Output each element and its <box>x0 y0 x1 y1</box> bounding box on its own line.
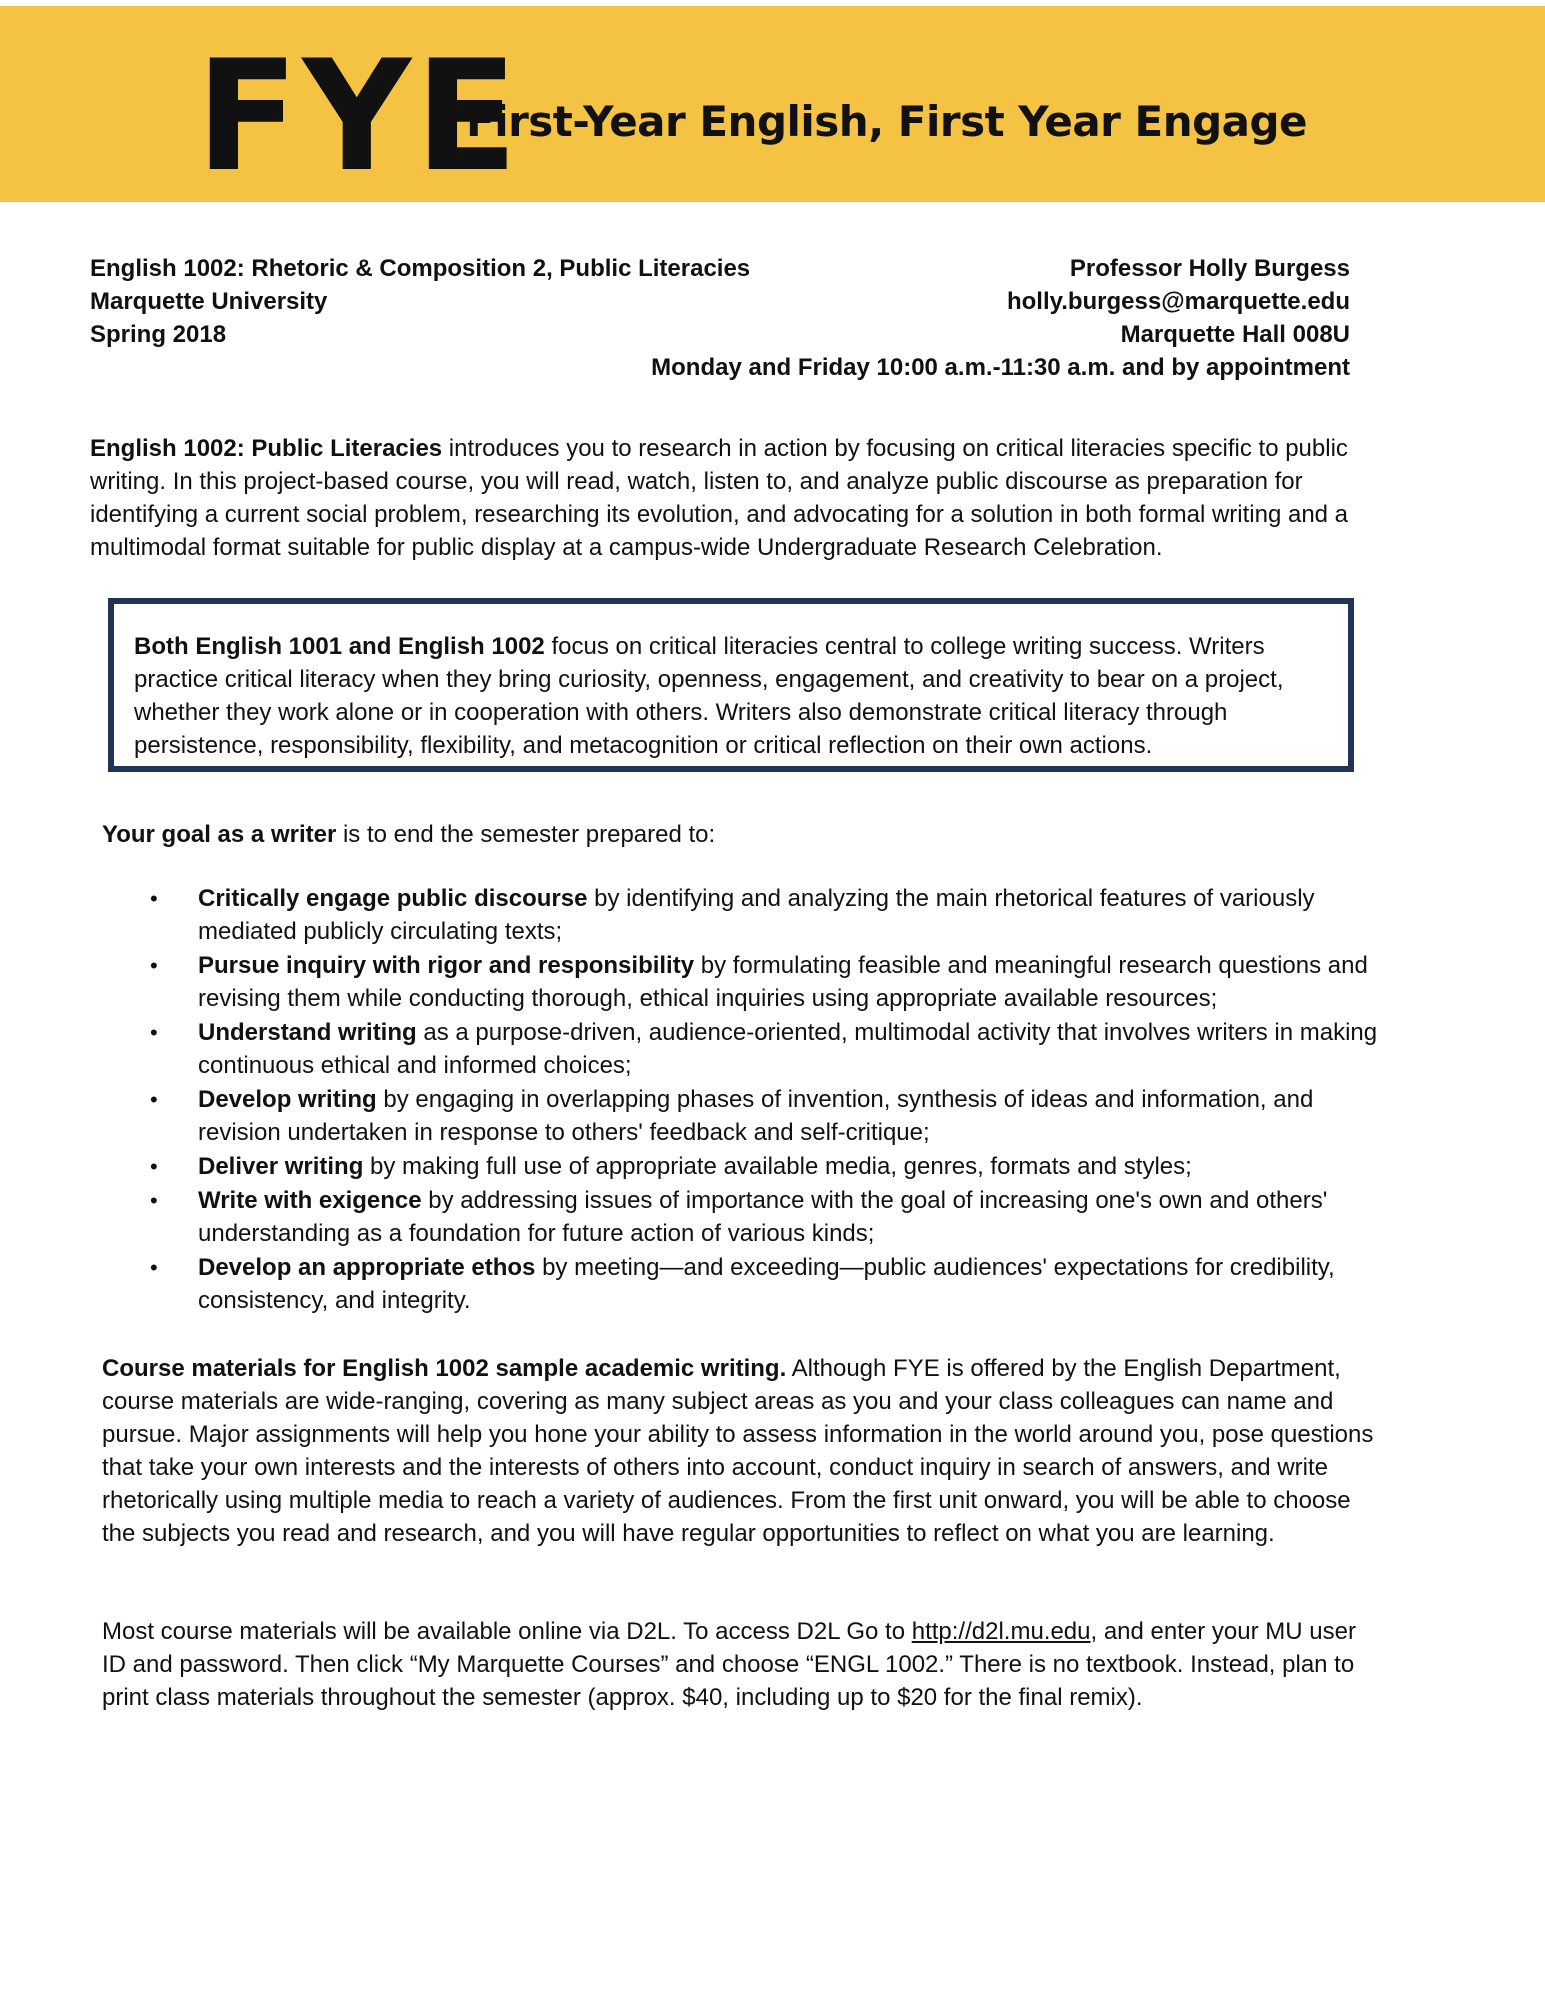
goals-lead: Your goal as a writer <box>102 821 337 848</box>
instructor-email: holly.burgess@marquette.edu <box>1006 288 1350 315</box>
goal-text: by meeting—and exceeding—public audiences' expectations for credibility, consistency, and integrity. <box>198 1254 1335 1314</box>
bullet-icon: • <box>150 1154 158 1179</box>
intro-lead: English 1002: Public Literacies <box>90 435 443 462</box>
instructor-info <box>651 252 1350 384</box>
bullet-icon: • <box>150 1188 158 1213</box>
fye-banner <box>0 6 1545 206</box>
d2l-link[interactable]: http://d2l.mu.edu <box>911 1618 1091 1645</box>
course-title: English 1002: Rhetoric & Composition 2, Public Literacies <box>90 255 751 282</box>
list-item <box>102 1083 1392 1149</box>
course-intro-paragraph <box>90 432 1370 564</box>
goal-title: Pursue inquiry with rigor and responsibility <box>198 952 695 979</box>
callout-lead: Both English 1001 and English 1002 <box>134 633 545 660</box>
goal-title: Develop an appropriate ethos <box>198 1254 536 1281</box>
materials-lead: Course materials for English 1002 sample academic writing. <box>102 1355 787 1382</box>
goal-title: Critically engage public discourse <box>198 885 588 912</box>
callout-text: focus on critical literacies central to college writing success. Writers practice critical literacy when they bring curiosity, openness, engagement, and creativity to bear on a project, whether they work alone or in cooperation with others. Writers also demonstrate critical literacy through persistence, responsibility, flexibility, and metacognition or critical reflection on their own actions. <box>134 633 1284 759</box>
goal-title: Understand writing <box>198 1019 417 1046</box>
bullet-icon: • <box>150 953 158 978</box>
callout-paragraph <box>134 630 1322 762</box>
goal-text: as a purpose-driven, audience-oriented, multimodal activity that involves writers in making continuous ethical and informed choices; <box>198 1019 1378 1079</box>
bullet-icon: • <box>150 1087 158 1112</box>
bullet-icon: • <box>150 1020 158 1045</box>
fye-logo: FYE <box>196 28 522 206</box>
list-item <box>102 882 1392 948</box>
d2l-access-paragraph <box>102 1615 1384 1714</box>
list-item <box>102 1251 1392 1317</box>
goal-text: by formulating feasible and meaningful research questions and revising them while conducting thorough, ethical inquiries using appropriate available resources; <box>198 952 1368 1012</box>
list-item <box>102 1016 1392 1082</box>
office-location: Marquette Hall 008U <box>1120 321 1350 348</box>
goal-text: by engaging in overlapping phases of invention, synthesis of ideas and information, and revision undertaken in response to others' feedback and self-critique; <box>198 1086 1314 1146</box>
access-text-before: Most course materials will be available online via D2L. To access D2L Go to <box>102 1618 912 1645</box>
goal-title: Develop writing <box>198 1086 377 1113</box>
university-name: Marquette University <box>90 288 328 315</box>
materials-text: Although FYE is offered by the English Department, course materials are wide-ranging, covering as many subject areas as you and your class colleagues can name and pursue. Major assignments will help you hone your ability to assess information in the world around you, pose questions that take your own interests and the interests of others into account, conduct inquiry in search of answers, and write rhetorically using multiple media to reach a variety of audiences. From the first unit onward, you will be able to choose the subjects you read and research, and you will have regular opportunities to reflect on what you are learning. <box>102 1355 1374 1547</box>
instructor-name: Professor Holly Burgess <box>1069 255 1350 282</box>
goals-intro <box>102 818 1382 851</box>
goals-list <box>102 882 1392 1318</box>
goals-intro-text: is to end the semester prepared to: <box>336 821 716 848</box>
list-item <box>102 949 1392 1015</box>
banner-tagline: First-Year English, First Year Engage <box>466 97 1308 146</box>
course-term: Spring 2018 <box>90 321 227 348</box>
course-materials-paragraph <box>102 1352 1384 1550</box>
goal-title: Deliver writing <box>198 1153 364 1180</box>
goal-text: by making full use of appropriate available media, genres, formats and styles; <box>363 1153 1192 1180</box>
goal-title: Write with exigence <box>198 1187 422 1214</box>
critical-literacy-callout <box>108 598 1354 772</box>
office-hours: Monday and Friday 10:00 a.m.-11:30 a.m. and by appointment <box>651 354 1350 381</box>
bullet-icon: • <box>150 1255 158 1280</box>
bullet-icon: • <box>150 886 158 911</box>
goal-text: by addressing issues of importance with the goal of increasing one's own and others' understanding as a foundation for future action of various kinds; <box>198 1187 1328 1247</box>
access-text-after: , and enter your MU user ID and password. Then click “My Marquette Courses” and choose “ENGL 1002.” There is no textbook. Instead, plan to print class materials throughout the semester (approx. $40, including up to $20 for the final remix). <box>102 1618 1356 1711</box>
goal-text: by identifying and analyzing the main rhetorical features of variously mediated publicly circulating texts; <box>198 885 1315 945</box>
intro-text: introduces you to research in action by focusing on critical literacies specific to public writing. In this project-based course, you will read, watch, listen to, and analyze public discourse as preparation for identifying a current social problem, researching its evolution, and advocating for a solution in both formal writing and a multimodal format suitable for public display at a campus-wide Undergraduate Research Celebration. <box>90 435 1349 561</box>
list-item <box>102 1150 1392 1183</box>
list-item <box>102 1184 1392 1250</box>
